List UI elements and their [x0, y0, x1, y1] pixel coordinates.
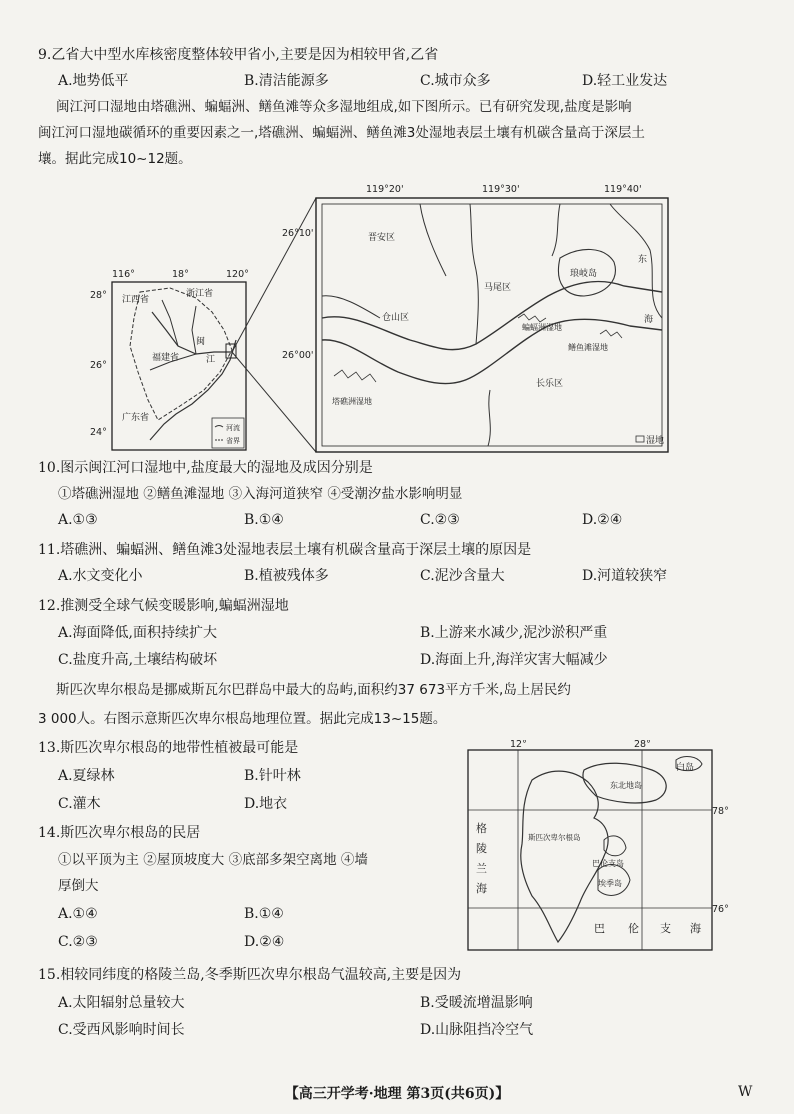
q14-items-line-2: 厚倒大 — [58, 878, 99, 894]
label-barents-sea-1: 巴 — [594, 922, 605, 935]
q13-stem: 13.斯匹次卑尔根岛的地带性植被最可能是 — [38, 740, 299, 756]
label-guangdong: 广东省 — [122, 413, 150, 423]
q9-option-b: B.清洁能源多 — [244, 73, 329, 89]
label-fujian: 福建省 — [152, 353, 180, 363]
label-greenland-sea-3: 兰 — [476, 862, 487, 875]
q11-option-a: A.水文变化小 — [58, 568, 143, 584]
q11-option-c: C.泥沙含量大 — [420, 568, 505, 584]
small-lat-26: 26° — [90, 360, 107, 371]
q15-option-b: B.受暖流增温影响 — [420, 995, 533, 1011]
label-edgeoya: 埃季岛 — [598, 879, 622, 888]
small-lon-120: 120° — [226, 269, 249, 280]
passage2-line-1: 斯匹次卑尔根岛是挪威斯瓦尔巴群岛中最大的岛屿,面积约37 673平方千米,岛上居民约 — [56, 682, 571, 698]
label-shanyutan: 鳝鱼滩湿地 — [568, 343, 608, 352]
small-lat-24: 24° — [90, 427, 107, 438]
q14-option-c: C.②③ — [58, 934, 98, 950]
label-bianfuzhou: 蝙蝠洲湿地 — [522, 323, 562, 332]
q14-option-b: B.①④ — [244, 906, 284, 922]
small-lat-28: 28° — [90, 290, 107, 301]
q11-option-b: B.植被残体多 — [244, 568, 329, 584]
passage2-line-2: 3 000人。右图示意斯匹次卑尔根岛地理位置。据此完成13~15题。 — [38, 711, 447, 727]
map2-lat-78: 78° — [712, 806, 729, 817]
q12-stem: 12.推测受全球气候变暖影响,蝙蝠洲湿地 — [38, 598, 289, 614]
q9-option-a: A.地势低平 — [58, 73, 129, 89]
big-lon-119-20: 119°20' — [366, 184, 404, 195]
label-jiang: 江 — [206, 355, 216, 365]
q10-option-c: C.②③ — [420, 512, 460, 528]
passage1-line-2: 闽江河口湿地碳循环的重要因素之一,塔礁洲、蝙蝠洲、鳝鱼滩3处湿地表层土壤有机碳含量高于深层土 — [38, 125, 645, 141]
q9-stem: 9.乙省大中型水库核密度整体较甲省小,主要是因为相较甲省,乙省 — [38, 47, 439, 63]
q12-option-d: D.海面上升,海洋灾害大幅减少 — [420, 652, 608, 668]
label-barents-sea-2: 伦 — [628, 922, 639, 935]
small-lon-118: 18° — [172, 269, 189, 280]
q12-option-b: B.上游来水减少,泥沙淤积严重 — [420, 625, 608, 641]
q10-option-d: D.②④ — [582, 512, 623, 528]
label-greenland-sea-2: 陵 — [476, 842, 487, 855]
legend-river: 河流 — [226, 424, 240, 432]
legend-province-border: 省界 — [226, 437, 240, 445]
label-dong: 东 — [638, 255, 648, 265]
q10-stem: 10.图示闽江河口湿地中,盐度最大的湿地及成因分别是 — [38, 460, 373, 476]
label-mawei: 马尾区 — [484, 283, 512, 293]
map2-lon-12: 12° — [510, 740, 527, 750]
small-lon-116: 116° — [112, 269, 135, 280]
q14-option-d: D.②④ — [244, 934, 285, 950]
estuary-detail-map — [282, 184, 668, 452]
spitsbergen-map — [462, 740, 732, 955]
label-hai: 海 — [644, 315, 654, 325]
q15-option-c: C.受西风影响时间长 — [58, 1022, 185, 1038]
q13-option-c: C.灌木 — [58, 796, 101, 812]
footer-mark: W — [738, 1084, 753, 1100]
q10-option-a: A.①③ — [58, 512, 98, 528]
label-white-island: 白岛 — [676, 763, 695, 773]
passage1-line-1: 闽江河口湿地由塔礁洲、蝙蝠洲、鳝鱼滩等众多湿地组成,如下图所示。已有研究发现,盐度是影响 — [56, 99, 632, 115]
big-lat-26-00: 26°00' — [282, 350, 314, 361]
label-barentsoya: 巴伦支岛 — [592, 859, 624, 868]
q13-option-b: B.针叶林 — [244, 768, 301, 784]
label-zhejiang: 浙江省 — [186, 289, 214, 299]
big-lon-119-40: 119°40' — [604, 184, 642, 195]
q11-stem: 11.塔礁洲、蝙蝠洲、鳝鱼滩3处湿地表层土壤有机碳含量高于深层土壤的原因是 — [38, 542, 532, 558]
legend-wetland: 湿地 — [646, 436, 665, 446]
label-cangshan: 仓山区 — [382, 313, 410, 323]
q15-stem: 15.相较同纬度的格陵兰岛,冬季斯匹次卑尔根岛气温较高,主要是因为 — [38, 967, 462, 983]
q10-option-b: B.①④ — [244, 512, 284, 528]
q14-stem: 14.斯匹次卑尔根岛的民居 — [38, 825, 201, 841]
q9-option-c: C.城市众多 — [420, 73, 491, 89]
q15-option-d: D.山脉阻挡冷空气 — [420, 1022, 534, 1038]
label-changle: 长乐区 — [536, 379, 564, 389]
q12-option-c: C.盐度升高,土壤结构破坏 — [58, 652, 218, 668]
q13-option-d: D.地衣 — [244, 796, 288, 812]
map2-lat-76: 76° — [712, 904, 729, 915]
q14-items-line-1: ①以平顶为主 ②屋顶坡度大 ③底部多架空离地 ④墙 — [58, 852, 368, 868]
q14-option-a: A.①④ — [58, 906, 98, 922]
q15-option-a: A.太阳辐射总量较大 — [58, 995, 185, 1011]
label-tajiaozhou: 塔礁洲湿地 — [332, 397, 372, 406]
q9-option-d: D.轻工业发达 — [582, 73, 668, 89]
label-barents-sea-4: 海 — [690, 922, 701, 935]
q13-option-a: A.夏绿林 — [58, 768, 115, 784]
label-jinan: 晋安区 — [368, 233, 396, 243]
q11-option-d: D.河道较狭窄 — [582, 568, 668, 584]
label-langqi: 琅岐岛 — [570, 269, 598, 279]
label-jiangxi: 江西省 — [122, 295, 150, 305]
label-spitsbergen: 斯匹次卑尔根岛 — [528, 833, 581, 842]
q12-option-a: A.海面降低,面积持续扩大 — [58, 625, 218, 641]
page-footer: 【高三开学考·地理 第3页(共6页)】 — [284, 1086, 510, 1102]
label-min: 闽 — [196, 337, 206, 347]
big-lat-26-10: 26°10' — [282, 228, 314, 239]
passage1-line-3: 壤。据此完成10~12题。 — [38, 151, 192, 167]
label-greenland-sea-4: 海 — [476, 882, 487, 895]
label-barents-sea-3: 支 — [660, 922, 671, 935]
big-lon-119-30: 119°30' — [482, 184, 520, 195]
min-river-estuary-map — [0, 0, 794, 470]
map2-lon-28: 28° — [634, 740, 651, 750]
label-nordaustlandet: 东北地岛 — [610, 781, 642, 790]
label-greenland-sea-1: 格 — [476, 822, 487, 835]
q10-items: ①塔礁洲湿地 ②鳝鱼滩湿地 ③入海河道狭窄 ④受潮汐盐水影响明显 — [58, 486, 463, 502]
